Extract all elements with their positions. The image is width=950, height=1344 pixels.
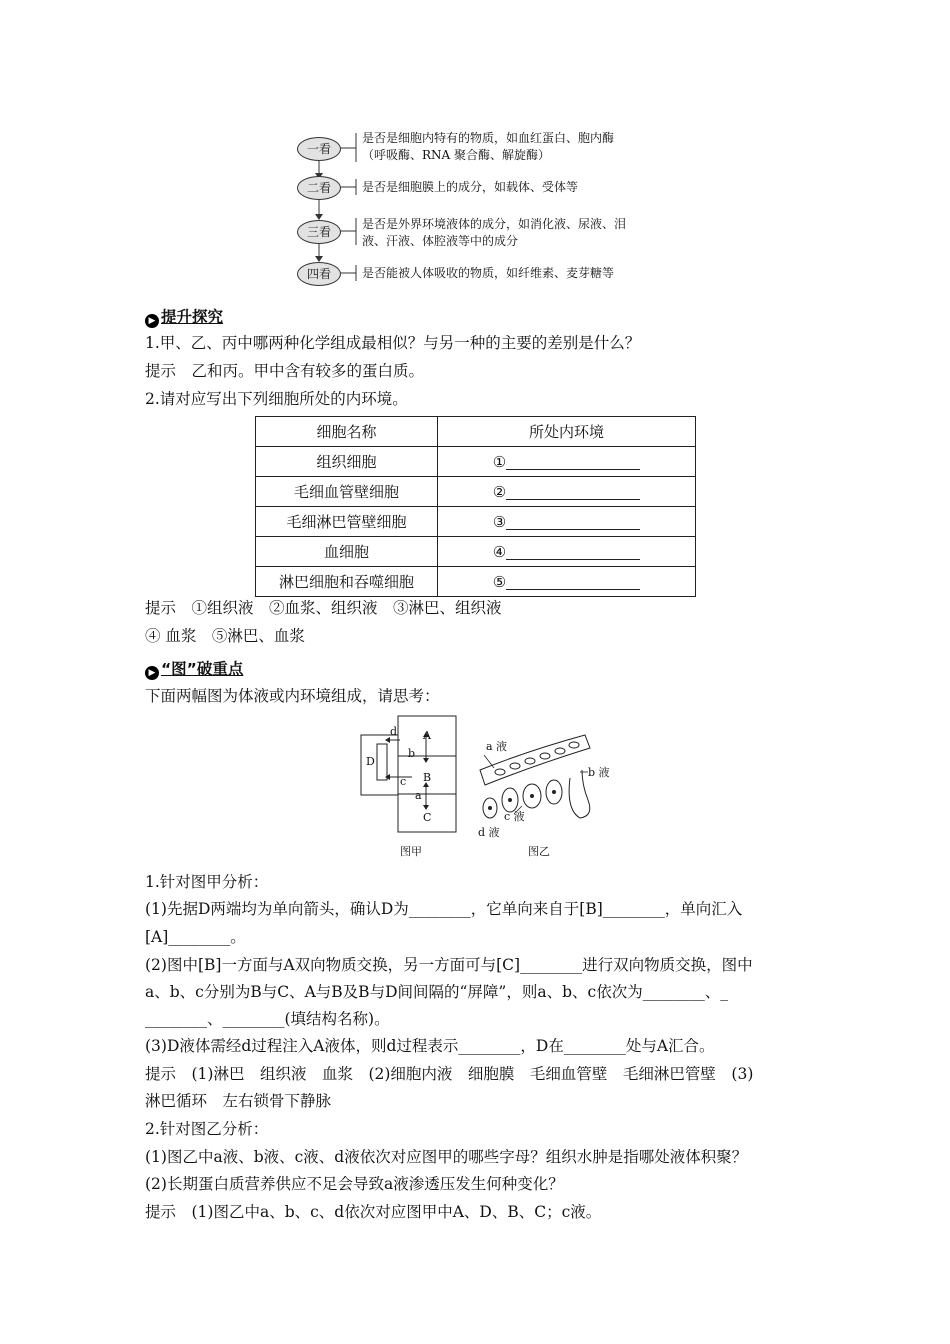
cell-environment-table [255, 416, 696, 597]
play-bullet-icon: ▶ [145, 666, 159, 680]
answer-blank [506, 543, 640, 560]
step-oval-4: 四看 [297, 262, 341, 286]
cell-name: 毛细淋巴管壁细胞 [256, 507, 438, 537]
step-text-1b: （呼吸酶、RNA 聚合酶、解旋酶） [362, 148, 551, 162]
cell-answer [438, 477, 696, 507]
cell-name: 血细胞 [256, 537, 438, 567]
section-heading-figure [145, 657, 243, 680]
label-a-liquid: a 液 [486, 740, 508, 753]
step-oval-1: 一看 [297, 137, 341, 161]
step-oval-2: 二看 [297, 176, 341, 200]
label-d-liquid: d 液 [478, 826, 500, 839]
answer-mark: ① [492, 452, 507, 471]
table-row [256, 567, 696, 597]
step-oval-3: 三看 [297, 220, 341, 244]
cell-name: 淋巴细胞和吞噬细胞 [256, 567, 438, 597]
section-heading-explore [145, 305, 223, 328]
analysis-line: 2.针对图乙分析： [145, 1120, 269, 1138]
step-text-2: 是否是细胞膜上的成分，如载体、受体等 [362, 180, 579, 194]
answer-mark: ④ [492, 542, 507, 561]
cell-answer [438, 447, 696, 477]
cell-answer [438, 537, 696, 567]
analysis-line: 淋巴循环 左右锁骨下静脉 [145, 1092, 332, 1110]
table-row [256, 507, 696, 537]
table-header-cell: 所处内环境 [438, 417, 696, 447]
table-header-cell: 细胞名称 [256, 417, 438, 447]
question-1: 1.甲、乙、丙中哪两种化学组成最相似？与另一种的主要的差别是什么？ [145, 334, 641, 352]
label-A: A [423, 729, 431, 742]
label-b: b [408, 747, 416, 760]
step-text-3a: 是否是外界环境液体的成分，如消化液、尿液、泪 [362, 217, 627, 231]
figure-yi-caption: 图乙 [528, 845, 550, 858]
section-heading-text: “图”破重点 [161, 660, 244, 678]
analysis-line: (1)图乙中a液、b液、c液、d液依次对应图甲的哪些字母？组织水肿是指哪处液体积聚？ [145, 1148, 748, 1166]
figure-yi [470, 730, 620, 840]
figure-jia [360, 715, 460, 835]
step-text-4: 是否能被人体吸收的物质，如纤维素、麦芽糖等 [362, 266, 615, 280]
table-row [256, 447, 696, 477]
figure-intro: 下面两幅图为体液或内环境组成，请思考： [145, 687, 440, 705]
analysis-line: a、b、c分别为B与C、A与B及B与D间间隔的“屏障”，则a、b、c依次为________、_ [145, 983, 728, 1001]
analysis-line: ________、________(填结构名称)。 [145, 1010, 390, 1028]
table-header-row [256, 417, 696, 447]
analysis-line: 1.针对图甲分析： [145, 873, 269, 891]
section-heading-text: 提升探究 [161, 308, 224, 326]
answer-blank [506, 513, 640, 530]
answer-blank [506, 573, 640, 590]
analysis-line: (2)图中[B]一方面与A双向物质交换，另一方面可与[C]________进行双向物质交换，图中 [145, 956, 753, 974]
step-text-1a: 是否是细胞内特有的物质，如血红蛋白、胞内酶 [362, 131, 615, 145]
table-row [256, 537, 696, 567]
label-a: a [415, 789, 422, 802]
play-bullet-icon: ▶ [145, 314, 159, 328]
label-c: c [400, 775, 407, 788]
answer-blank [506, 483, 640, 500]
label-b-liquid: b 液 [588, 766, 610, 779]
label-C: C [423, 811, 432, 824]
answer-blank [506, 453, 640, 470]
figure-jia-diagram [360, 715, 460, 835]
figure-jia-caption: 图甲 [400, 845, 422, 858]
answer-1: 提示 乙和丙。甲中含有较多的蛋白质。 [145, 362, 425, 380]
answer-2-line-2: ④ 血浆 ⑤淋巴、血浆 [145, 627, 305, 645]
answer-mark: ② [492, 482, 507, 501]
analysis-line: [A]________。 [145, 928, 246, 946]
cell-name: 组织细胞 [256, 447, 438, 477]
answer-mark: ⑤ [492, 572, 507, 591]
cell-name: 毛细血管壁细胞 [256, 477, 438, 507]
label-d: d [390, 725, 398, 738]
question-2: 2.请对应写出下列细胞所处的内环境。 [145, 390, 408, 408]
answer-mark: ③ [492, 512, 507, 531]
analysis-line: (3)D液体需经d过程注入A液体，则d过程表示________，D在________处与A汇合。 [145, 1037, 715, 1055]
analysis-line: (1)先据D两端均为单向箭头，确认D为________，它单向来自于[B]________，单向汇入 [145, 900, 743, 918]
table-row [256, 477, 696, 507]
cell-answer [438, 567, 696, 597]
step-text-3b: 液、汗液、体腔液等中的成分 [362, 234, 519, 248]
label-D: D [366, 755, 375, 768]
label-c-liquid: c 液 [504, 810, 525, 823]
analysis-line: (2)长期蛋白质营养供应不足会导致a液渗透压发生何种变化？ [145, 1175, 564, 1193]
analysis-line: 提示 (1)图乙中a、b、c、d依次对应图甲中A、D、B、C；c液。 [145, 1203, 602, 1221]
cell-answer [438, 507, 696, 537]
label-B: B [423, 771, 432, 784]
answer-2-line-1: 提示 ①组织液 ②血浆、组织液 ③淋巴、组织液 [145, 599, 502, 617]
analysis-line: 提示 (1)淋巴 组织液 血浆 (2)细胞内液 细胞膜 毛细血管壁 毛细淋巴管壁 (3) [145, 1065, 754, 1083]
